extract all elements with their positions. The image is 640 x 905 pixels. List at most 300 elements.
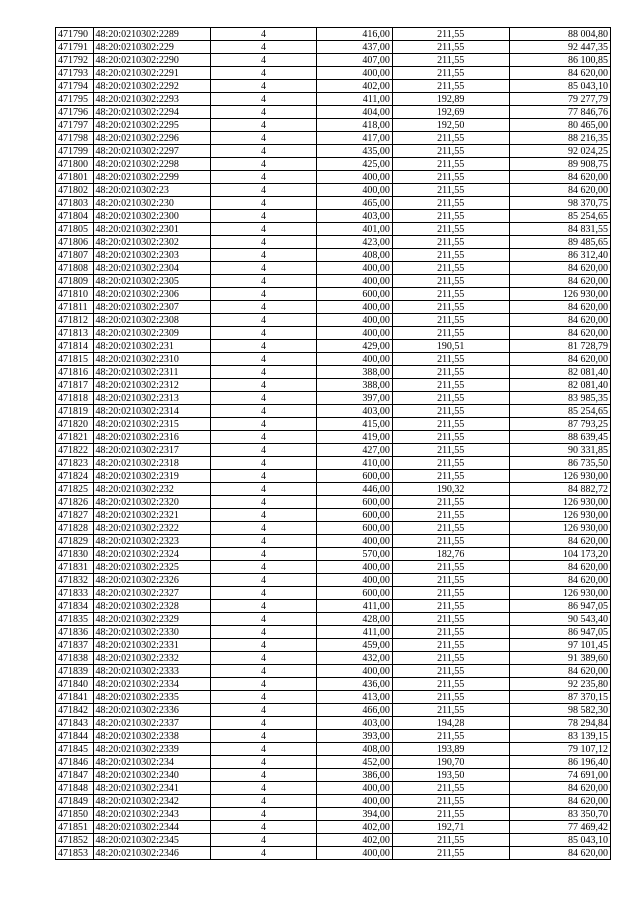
category-code-cell: 4 — [211, 665, 317, 678]
area-cell: 403,00 — [316, 405, 392, 418]
record-number-cell: 471826 — [56, 496, 94, 509]
area-cell: 400,00 — [316, 795, 392, 808]
category-code-cell: 4 — [211, 483, 317, 496]
cadastral-number-cell: 48:20:0210302:2303 — [93, 249, 211, 262]
record-number-cell: 471818 — [56, 392, 94, 405]
table-row — [56, 119, 611, 132]
cadastral-value-cell: 74 691,00 — [509, 769, 611, 782]
area-cell: 459,00 — [316, 639, 392, 652]
record-number-cell: 471796 — [56, 106, 94, 119]
category-code-cell: 4 — [211, 54, 317, 67]
record-number-cell: 471794 — [56, 80, 94, 93]
cadastral-number-cell: 48:20:0210302:2289 — [93, 28, 211, 41]
cadastral-value-cell: 84 620,00 — [509, 314, 611, 327]
specific-value-cell: 211,55 — [392, 587, 509, 600]
table-row — [56, 509, 611, 522]
record-number-cell: 471851 — [56, 821, 94, 834]
specific-value-cell: 211,55 — [392, 496, 509, 509]
category-code-cell: 4 — [211, 522, 317, 535]
record-number-cell: 471809 — [56, 275, 94, 288]
cadastral-number-cell: 48:20:0210302:2304 — [93, 262, 211, 275]
record-number-cell: 471835 — [56, 613, 94, 626]
area-cell: 432,00 — [316, 652, 392, 665]
cadastral-value-cell: 77 846,76 — [509, 106, 611, 119]
category-code-cell: 4 — [211, 743, 317, 756]
cadastral-value-cell: 84 620,00 — [509, 301, 611, 314]
record-number-cell: 471850 — [56, 808, 94, 821]
table-row — [56, 821, 611, 834]
cadastral-value-cell: 78 294,84 — [509, 717, 611, 730]
specific-value-cell: 211,55 — [392, 223, 509, 236]
table-row — [56, 405, 611, 418]
specific-value-cell: 211,55 — [392, 132, 509, 145]
area-cell: 400,00 — [316, 67, 392, 80]
category-code-cell: 4 — [211, 717, 317, 730]
cadastral-value-cell: 104 173,20 — [509, 548, 611, 561]
cadastral-value-cell: 87 793,25 — [509, 418, 611, 431]
cadastral-number-cell: 48:20:0210302:2300 — [93, 210, 211, 223]
table-row — [56, 613, 611, 626]
category-code-cell: 4 — [211, 236, 317, 249]
cadastral-value-cell: 84 620,00 — [509, 535, 611, 548]
cadastral-value-cell: 90 331,85 — [509, 444, 611, 457]
cadastral-value-cell: 86 100,85 — [509, 54, 611, 67]
table-row — [56, 249, 611, 262]
cadastral-number-cell: 48:20:0210302:2343 — [93, 808, 211, 821]
area-cell: 600,00 — [316, 288, 392, 301]
table-row — [56, 743, 611, 756]
cadastral-value-cell: 88 004,80 — [509, 28, 611, 41]
table-row — [56, 54, 611, 67]
cadastral-number-cell: 48:20:0210302:2325 — [93, 561, 211, 574]
cadastral-value-cell: 92 447,35 — [509, 41, 611, 54]
area-cell: 410,00 — [316, 457, 392, 470]
record-number-cell: 471843 — [56, 717, 94, 730]
category-code-cell: 4 — [211, 288, 317, 301]
table-row — [56, 314, 611, 327]
record-number-cell: 471832 — [56, 574, 94, 587]
category-code-cell: 4 — [211, 821, 317, 834]
cadastral-value-cell: 85 254,65 — [509, 405, 611, 418]
record-number-cell: 471838 — [56, 652, 94, 665]
cadastral-value-cell: 83 139,15 — [509, 730, 611, 743]
table-row — [56, 652, 611, 665]
cadastral-value-cell: 86 196,40 — [509, 756, 611, 769]
category-code-cell: 4 — [211, 366, 317, 379]
category-code-cell: 4 — [211, 652, 317, 665]
area-cell: 400,00 — [316, 184, 392, 197]
category-code-cell: 4 — [211, 574, 317, 587]
record-number-cell: 471840 — [56, 678, 94, 691]
specific-value-cell: 211,55 — [392, 509, 509, 522]
category-code-cell: 4 — [211, 600, 317, 613]
cadastral-number-cell: 48:20:0210302:2313 — [93, 392, 211, 405]
area-cell: 466,00 — [316, 704, 392, 717]
specific-value-cell: 211,55 — [392, 327, 509, 340]
cadastral-value-cell: 88 216,35 — [509, 132, 611, 145]
table-row — [56, 704, 611, 717]
cadastral-value-cell: 84 620,00 — [509, 795, 611, 808]
record-number-cell: 471817 — [56, 379, 94, 392]
record-number-cell: 471831 — [56, 561, 94, 574]
cadastral-number-cell: 48:20:0210302:2311 — [93, 366, 211, 379]
specific-value-cell: 211,55 — [392, 704, 509, 717]
cadastral-value-cell: 86 947,05 — [509, 600, 611, 613]
category-code-cell: 4 — [211, 145, 317, 158]
cadastral-value-cell: 126 930,00 — [509, 470, 611, 483]
record-number-cell: 471847 — [56, 769, 94, 782]
cadastral-number-cell: 48:20:0210302:2324 — [93, 548, 211, 561]
record-number-cell: 471816 — [56, 366, 94, 379]
table-row — [56, 171, 611, 184]
table-row — [56, 301, 611, 314]
category-code-cell: 4 — [211, 769, 317, 782]
category-code-cell: 4 — [211, 301, 317, 314]
category-code-cell: 4 — [211, 405, 317, 418]
category-code-cell: 4 — [211, 639, 317, 652]
area-cell: 400,00 — [316, 327, 392, 340]
specific-value-cell: 211,55 — [392, 665, 509, 678]
area-cell: 400,00 — [316, 665, 392, 678]
cadastral-number-cell: 48:20:0210302:2321 — [93, 509, 211, 522]
table-row — [56, 834, 611, 847]
cadastral-value-cell: 126 930,00 — [509, 496, 611, 509]
cadastral-value-cell: 77 469,42 — [509, 821, 611, 834]
category-code-cell: 4 — [211, 249, 317, 262]
cadastral-number-cell: 48:20:0210302:2318 — [93, 457, 211, 470]
specific-value-cell: 194,28 — [392, 717, 509, 730]
specific-value-cell: 211,55 — [392, 54, 509, 67]
specific-value-cell: 211,55 — [392, 639, 509, 652]
specific-value-cell: 193,89 — [392, 743, 509, 756]
specific-value-cell: 211,55 — [392, 366, 509, 379]
cadastral-number-cell: 48:20:0210302:229 — [93, 41, 211, 54]
specific-value-cell: 211,55 — [392, 210, 509, 223]
specific-value-cell: 211,55 — [392, 782, 509, 795]
area-cell: 400,00 — [316, 574, 392, 587]
record-number-cell: 471823 — [56, 457, 94, 470]
record-number-cell: 471825 — [56, 483, 94, 496]
category-code-cell: 4 — [211, 41, 317, 54]
area-cell: 429,00 — [316, 340, 392, 353]
specific-value-cell: 211,55 — [392, 353, 509, 366]
category-code-cell: 4 — [211, 704, 317, 717]
cadastral-number-cell: 48:20:0210302:2330 — [93, 626, 211, 639]
area-cell: 388,00 — [316, 366, 392, 379]
record-number-cell: 471819 — [56, 405, 94, 418]
table-row — [56, 223, 611, 236]
cadastral-value-cell: 126 930,00 — [509, 587, 611, 600]
cadastral-number-cell: 48:20:0210302:2319 — [93, 470, 211, 483]
specific-value-cell: 211,55 — [392, 795, 509, 808]
category-code-cell: 4 — [211, 132, 317, 145]
cadastral-number-cell: 48:20:0210302:2293 — [93, 93, 211, 106]
cadastral-number-cell: 48:20:0210302:2341 — [93, 782, 211, 795]
record-number-cell: 471837 — [56, 639, 94, 652]
category-code-cell: 4 — [211, 457, 317, 470]
cadastral-value-cell: 84 620,00 — [509, 782, 611, 795]
table-row — [56, 639, 611, 652]
cadastral-number-cell: 48:20:0210302:2317 — [93, 444, 211, 457]
specific-value-cell: 211,55 — [392, 613, 509, 626]
record-number-cell: 471829 — [56, 535, 94, 548]
cadastral-number-cell: 48:20:0210302:2299 — [93, 171, 211, 184]
cadastral-value-cell: 84 620,00 — [509, 262, 611, 275]
area-cell: 411,00 — [316, 600, 392, 613]
category-code-cell: 4 — [211, 80, 317, 93]
specific-value-cell: 211,55 — [392, 418, 509, 431]
cadastral-value-cell: 86 947,05 — [509, 626, 611, 639]
specific-value-cell: 211,55 — [392, 535, 509, 548]
cadastral-value-cell: 79 107,12 — [509, 743, 611, 756]
area-cell: 418,00 — [316, 119, 392, 132]
table-row — [56, 483, 611, 496]
category-code-cell: 4 — [211, 210, 317, 223]
area-cell: 401,00 — [316, 223, 392, 236]
category-code-cell: 4 — [211, 379, 317, 392]
record-number-cell: 471820 — [56, 418, 94, 431]
cadastral-value-cell: 81 728,79 — [509, 340, 611, 353]
cadastral-value-cell: 90 543,40 — [509, 613, 611, 626]
category-code-cell: 4 — [211, 418, 317, 431]
specific-value-cell: 211,55 — [392, 379, 509, 392]
specific-value-cell: 211,55 — [392, 249, 509, 262]
specific-value-cell: 211,55 — [392, 171, 509, 184]
specific-value-cell: 211,55 — [392, 678, 509, 691]
category-code-cell: 4 — [211, 223, 317, 236]
specific-value-cell: 211,55 — [392, 41, 509, 54]
category-code-cell: 4 — [211, 158, 317, 171]
table-row — [56, 353, 611, 366]
cadastral-number-cell: 48:20:0210302:2334 — [93, 678, 211, 691]
record-number-cell: 471803 — [56, 197, 94, 210]
area-cell: 400,00 — [316, 353, 392, 366]
category-code-cell: 4 — [211, 171, 317, 184]
category-code-cell: 4 — [211, 691, 317, 704]
specific-value-cell: 182,76 — [392, 548, 509, 561]
cadastral-value-cell: 80 465,00 — [509, 119, 611, 132]
cadastral-value-cell: 92 024,25 — [509, 145, 611, 158]
cadastral-value-cell: 89 485,65 — [509, 236, 611, 249]
specific-value-cell: 211,55 — [392, 392, 509, 405]
record-number-cell: 471846 — [56, 756, 94, 769]
cadastral-number-cell: 48:20:0210302:2295 — [93, 119, 211, 132]
specific-value-cell: 193,50 — [392, 769, 509, 782]
area-cell: 427,00 — [316, 444, 392, 457]
category-code-cell: 4 — [211, 470, 317, 483]
record-number-cell: 471842 — [56, 704, 94, 717]
cadastral-number-cell: 48:20:0210302:2323 — [93, 535, 211, 548]
record-number-cell: 471799 — [56, 145, 94, 158]
cadastral-value-cell: 84 882,72 — [509, 483, 611, 496]
cadastral-number-cell: 48:20:0210302:2329 — [93, 613, 211, 626]
cadastral-number-cell: 48:20:0210302:2327 — [93, 587, 211, 600]
category-code-cell: 4 — [211, 626, 317, 639]
table-row — [56, 795, 611, 808]
table-row — [56, 522, 611, 535]
record-number-cell: 471805 — [56, 223, 94, 236]
table-body — [56, 28, 611, 860]
cadastral-number-cell: 48:20:0210302:2315 — [93, 418, 211, 431]
area-cell: 416,00 — [316, 28, 392, 41]
area-cell: 400,00 — [316, 262, 392, 275]
cadastral-value-cell: 83 350,70 — [509, 808, 611, 821]
area-cell: 417,00 — [316, 132, 392, 145]
cadastral-value-cell: 126 930,00 — [509, 288, 611, 301]
table-row — [56, 106, 611, 119]
specific-value-cell: 211,55 — [392, 574, 509, 587]
record-number-cell: 471852 — [56, 834, 94, 847]
area-cell: 465,00 — [316, 197, 392, 210]
specific-value-cell: 211,55 — [392, 145, 509, 158]
table-row — [56, 340, 611, 353]
cadastral-value-cell: 98 370,75 — [509, 197, 611, 210]
record-number-cell: 471841 — [56, 691, 94, 704]
category-code-cell: 4 — [211, 314, 317, 327]
cadastral-number-cell: 48:20:0210302:2345 — [93, 834, 211, 847]
cadastral-value-cell: 84 620,00 — [509, 171, 611, 184]
table-row — [56, 275, 611, 288]
cadastral-value-cell: 88 639,45 — [509, 431, 611, 444]
record-number-cell: 471848 — [56, 782, 94, 795]
record-number-cell: 471833 — [56, 587, 94, 600]
area-cell: 415,00 — [316, 418, 392, 431]
cadastral-value-table — [55, 27, 611, 860]
cadastral-value-cell: 126 930,00 — [509, 522, 611, 535]
table-row — [56, 379, 611, 392]
cadastral-value-cell: 84 620,00 — [509, 665, 611, 678]
cadastral-value-cell: 91 389,60 — [509, 652, 611, 665]
category-code-cell: 4 — [211, 756, 317, 769]
area-cell: 413,00 — [316, 691, 392, 704]
area-cell: 600,00 — [316, 496, 392, 509]
table-row — [56, 782, 611, 795]
table-row — [56, 392, 611, 405]
specific-value-cell: 211,55 — [392, 184, 509, 197]
record-number-cell: 471810 — [56, 288, 94, 301]
record-number-cell: 471834 — [56, 600, 94, 613]
cadastral-number-cell: 48:20:0210302:230 — [93, 197, 211, 210]
record-number-cell: 471811 — [56, 301, 94, 314]
table-row — [56, 561, 611, 574]
cadastral-number-cell: 48:20:0210302:2346 — [93, 847, 211, 860]
table-row — [56, 717, 611, 730]
area-cell: 402,00 — [316, 80, 392, 93]
table-row — [56, 574, 611, 587]
record-number-cell: 471821 — [56, 431, 94, 444]
record-number-cell: 471793 — [56, 67, 94, 80]
category-code-cell: 4 — [211, 28, 317, 41]
record-number-cell: 471795 — [56, 93, 94, 106]
cadastral-number-cell: 48:20:0210302:231 — [93, 340, 211, 353]
area-cell: 570,00 — [316, 548, 392, 561]
record-number-cell: 471808 — [56, 262, 94, 275]
cadastral-number-cell: 48:20:0210302:2339 — [93, 743, 211, 756]
cadastral-number-cell: 48:20:0210302:2307 — [93, 301, 211, 314]
category-code-cell: 4 — [211, 808, 317, 821]
table-row — [56, 691, 611, 704]
specific-value-cell: 211,55 — [392, 470, 509, 483]
area-cell: 400,00 — [316, 561, 392, 574]
specific-value-cell: 211,55 — [392, 197, 509, 210]
record-number-cell: 471790 — [56, 28, 94, 41]
area-cell: 400,00 — [316, 301, 392, 314]
record-number-cell: 471791 — [56, 41, 94, 54]
cadastral-number-cell: 48:20:0210302:2312 — [93, 379, 211, 392]
table-row — [56, 41, 611, 54]
category-code-cell: 4 — [211, 67, 317, 80]
record-number-cell: 471815 — [56, 353, 94, 366]
area-cell: 425,00 — [316, 158, 392, 171]
cadastral-number-cell: 48:20:0210302:2328 — [93, 600, 211, 613]
specific-value-cell: 211,55 — [392, 444, 509, 457]
cadastral-number-cell: 48:20:0210302:2308 — [93, 314, 211, 327]
record-number-cell: 471797 — [56, 119, 94, 132]
table-row — [56, 756, 611, 769]
specific-value-cell: 190,32 — [392, 483, 509, 496]
cadastral-number-cell: 48:20:0210302:2338 — [93, 730, 211, 743]
table-row — [56, 535, 611, 548]
record-number-cell: 471822 — [56, 444, 94, 457]
area-cell: 423,00 — [316, 236, 392, 249]
cadastral-value-cell: 89 908,75 — [509, 158, 611, 171]
category-code-cell: 4 — [211, 678, 317, 691]
cadastral-number-cell: 48:20:0210302:2333 — [93, 665, 211, 678]
category-code-cell: 4 — [211, 613, 317, 626]
area-cell: 600,00 — [316, 509, 392, 522]
specific-value-cell: 211,55 — [392, 626, 509, 639]
specific-value-cell: 211,55 — [392, 600, 509, 613]
cadastral-number-cell: 48:20:0210302:2331 — [93, 639, 211, 652]
cadastral-number-cell: 48:20:0210302:2340 — [93, 769, 211, 782]
record-number-cell: 471853 — [56, 847, 94, 860]
table-row — [56, 366, 611, 379]
cadastral-number-cell: 48:20:0210302:2316 — [93, 431, 211, 444]
area-cell: 403,00 — [316, 210, 392, 223]
cadastral-value-cell: 85 043,10 — [509, 80, 611, 93]
specific-value-cell: 211,55 — [392, 314, 509, 327]
area-cell: 428,00 — [316, 613, 392, 626]
area-cell: 404,00 — [316, 106, 392, 119]
cadastral-value-cell: 84 620,00 — [509, 561, 611, 574]
specific-value-cell: 211,55 — [392, 80, 509, 93]
table-row — [56, 808, 611, 821]
cadastral-value-cell: 98 582,30 — [509, 704, 611, 717]
specific-value-cell: 192,50 — [392, 119, 509, 132]
record-number-cell: 471812 — [56, 314, 94, 327]
cadastral-number-cell: 48:20:0210302:2342 — [93, 795, 211, 808]
table-row — [56, 197, 611, 210]
cadastral-number-cell: 48:20:0210302:2291 — [93, 67, 211, 80]
cadastral-value-cell: 84 620,00 — [509, 847, 611, 860]
specific-value-cell: 211,55 — [392, 28, 509, 41]
category-code-cell: 4 — [211, 197, 317, 210]
table-row — [56, 288, 611, 301]
specific-value-cell: 211,55 — [392, 262, 509, 275]
area-cell: 435,00 — [316, 145, 392, 158]
category-code-cell: 4 — [211, 184, 317, 197]
specific-value-cell: 211,55 — [392, 691, 509, 704]
category-code-cell: 4 — [211, 392, 317, 405]
area-cell: 403,00 — [316, 717, 392, 730]
area-cell: 436,00 — [316, 678, 392, 691]
category-code-cell: 4 — [211, 431, 317, 444]
specific-value-cell: 211,55 — [392, 561, 509, 574]
specific-value-cell: 190,51 — [392, 340, 509, 353]
record-number-cell: 471800 — [56, 158, 94, 171]
category-code-cell: 4 — [211, 106, 317, 119]
table-row — [56, 496, 611, 509]
